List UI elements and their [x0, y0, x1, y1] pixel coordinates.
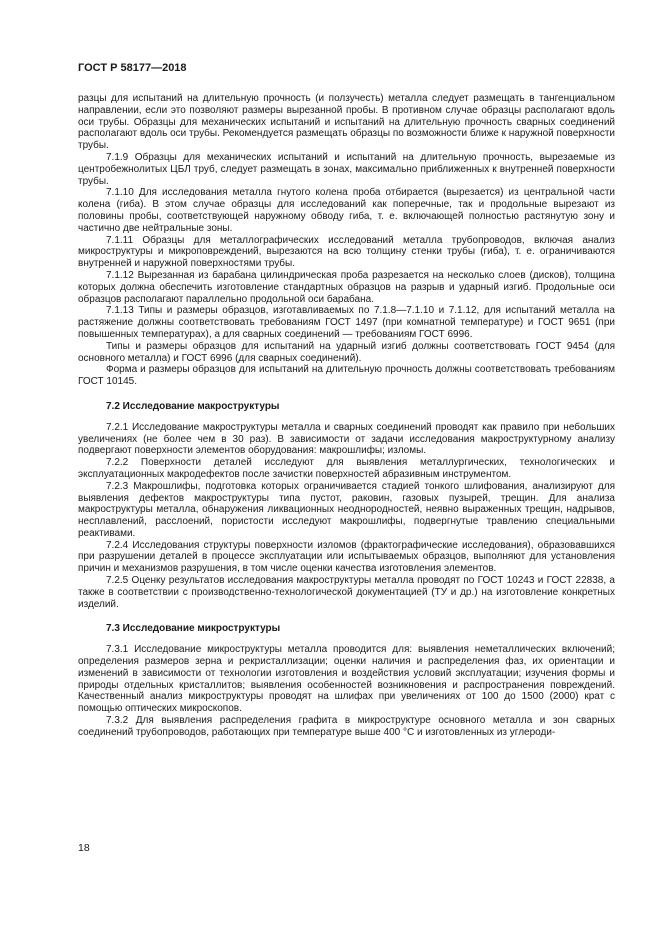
- paragraph: Типы и размеры образцов для испытаний на ударный изгиб должны соответствовать ГОСТ 9454 (для основного металла) и ГОСТ 6996 (для сварных соединений).: [78, 340, 615, 364]
- paragraph: 7.3.1 Исследование микроструктуры металла проводится для: выявления неметаллических включений; определения размеров зерна и рекристаллизации; оценки наличия и распределения фаз, их ориентации и изменений в зависимости от технологии изготовления и воздействия условий эксплуатации; изучения формы и природы отдельных кристаллитов; выявления особенностей возникновения и распространения повреждений. Качественный анализ микроструктуры проводят на шлифах при увеличениях от 100 до 1500 (2000) крат с помощью оптических микроскопов.: [78, 644, 615, 715]
- paragraph: 7.2.3 Макрошлифы, подготовка которых ограничивается стадией тонкого шлифования, анализируют для выявления дефектов макроструктуры типа пустот, раковин, газовых пузырей, трещин. Для анализа макроструктуры металла, обнаружения ликвационных неоднородностей, неявно выраженных трещин, надрывов, несплавлений, расслоений, пористости исследуют макрошлифы, подвергнутые травлению специальными реактивами.: [78, 480, 615, 539]
- paragraph: 7.1.12 Вырезанная из барабана цилиндрическая проба разрезается на несколько слоев (дисков), толщина которых должна обеспечить изготовление стандартных образцов на разрыв и ударный изгиб. Продольные оси образцов располагают параллельно продольной оси барабана.: [78, 269, 615, 305]
- paragraph: 7.1.11 Образцы для металлографических исследований металла трубопроводов, включая анализ микроструктуры и микроповреждений, вырезаются на всю толщину стенки трубы (гиба), т. е. ограничиваются внутренней и наружной поверхностями трубы.: [78, 234, 615, 270]
- paragraph: 7.1.13 Типы и размеры образцов, изготавливаемых по 7.1.8—7.1.10 и 7.1.12, для испытаний металла на растяжение должны соответствовать требованиям ГОСТ 1497 (при комнатной температуре) и ГОСТ 9651 (при повышенных температурах), а для сварных соединений — требованиям ГОСТ 6996.: [78, 305, 615, 340]
- paragraph: 7.2.1 Исследование макроструктуры металла и сварных соединений проводят как правило при небольших увеличениях (не более чем в 30 раз). В зависимости от задачи исследования макроструктурному анализу подвергают поверхности элементов оборудования: макрошлифы; изломы.: [78, 421, 615, 457]
- paragraph: 7.1.9 Образцы для механических испытаний и испытаний на длительную прочность, вырезаемые из центробежнолитых ЦБЛ труб, следует размещать в зонах, максимально приближенных к внутренней поверхности трубы.: [78, 151, 615, 187]
- document-header-title: ГОСТ Р 58177—2018: [78, 62, 187, 74]
- paragraph: Форма и размеры образцов для испытаний на длительную прочность должны соответствовать требованиям ГОСТ 10145.: [78, 364, 615, 388]
- paragraph: 7.2.2 Поверхности деталей исследуют для выявления металлургических, технологических и эксплуатационных макродефектов после зачистки поверхностей абразивным инструментом.: [78, 457, 615, 480]
- paragraph: 7.2.5 Оценку результатов исследования макроструктуры металла проводят по ГОСТ 10243 и ГОСТ 22838, а также в соответствии с производственно-технологической документацией (ТУ и др.) на изготовление конкретных изделий.: [78, 575, 615, 610]
- document-body: [78, 93, 615, 739]
- section-heading-7-3: 7.3 Исследование микроструктуры: [106, 623, 281, 635]
- paragraph: 7.3.2 Для выявления распределения графита в микроструктуре основного металла и зон сварных соединений трубопроводов, работающих при температуре выше 400 °С и изготовленных из углероди-: [78, 715, 615, 738]
- paragraph: 7.2.4 Исследования структуры поверхности изломов (фрактографические исследования), образовавшихся при разрушении деталей в процессе эксплуатации или испытываемых образцов, выполняют для установления причин и механизмов разрушения, в том числе оценки качества изготовления элементов.: [78, 539, 615, 575]
- paragraph: 7.1.10 Для исследования металла гнутого колена проба отбирается (вырезается) из центральной части колена (гиба). В этом случае образцы для исследований как поперечные, так и продольные вырезают из половины пробы, соответствующей наружному обводу гиба, т. е. включающей полностью растянутую зону и частично две нейтральные зоны.: [78, 187, 615, 234]
- paragraph: разцы для испытаний на длительную прочность (и ползучесть) металла следует размещать в тангенциальном направлении, если это позволяют размеры вырезанной пробы. В противном случае образцы располагают вдоль оси трубы. Образцы для механических испытаний и испытаний на длительную прочность сварных соединений располагают вдоль оси трубы. Рекомендуется размещать образцы по возможности ближе к наружной поверхности трубы.: [78, 93, 615, 152]
- page-number: 18: [78, 842, 90, 854]
- section-heading-7-2: 7.2 Исследование макроструктуры: [106, 400, 280, 412]
